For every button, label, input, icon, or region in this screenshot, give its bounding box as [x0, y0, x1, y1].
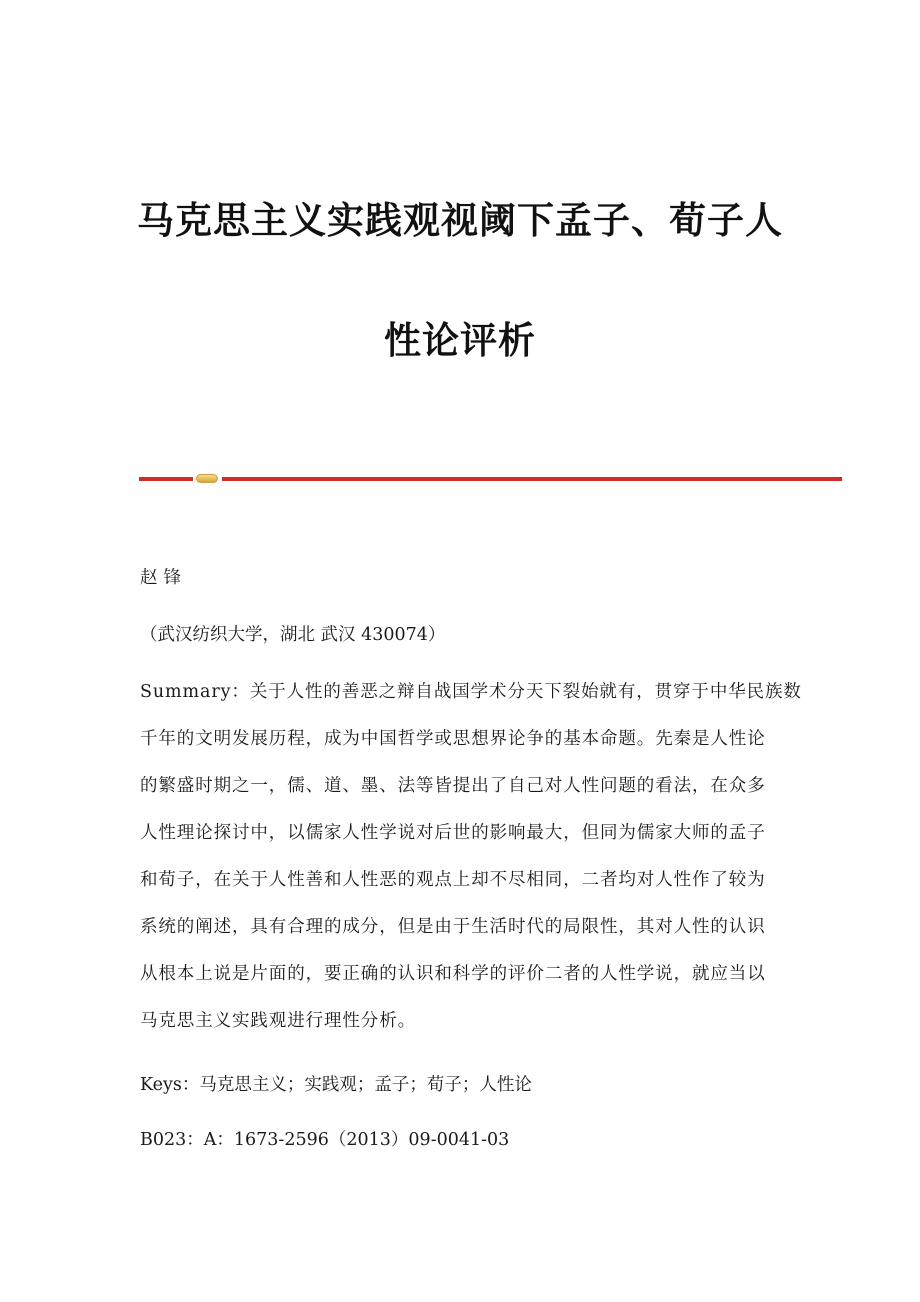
page-title-line-1: 马克思主义实践观视阈下孟子、荀子人: [137, 199, 783, 242]
summary-line: 的繁盛时期之一，儒、道、墨、法等皆提出了自己对人性问题的看法，在众多: [140, 776, 766, 796]
summary-line: Summary：关于人性的善恶之辩自战国学术分天下裂始就有，贯穿于中华民族数: [140, 682, 802, 702]
summary-line: 从根本上说是片面的，要正确的认识和科学的评价二者的人性学说，就应当以: [140, 964, 766, 984]
page-title-line-2: 性论评析: [384, 319, 536, 362]
summary-line: 和荀子，在关于人性善和人性恶的观点上却不尽相同，二者均对人性作了较为: [140, 870, 766, 890]
classification-codes: B023：A：1673-2596（2013）09-0041-03: [140, 1130, 510, 1150]
summary-line: 千年的文明发展历程，成为中国哲学或思想界论争的基本命题。先秦是人性论: [140, 729, 766, 749]
author-name: 赵锋: [140, 568, 187, 588]
title-divider-right: [222, 477, 842, 481]
title-divider-left: [139, 477, 193, 481]
divider-ornament-icon: [196, 474, 218, 483]
summary-line: 人性理论探讨中，以儒家人性学说对后世的影响最大，但同为儒家大师的孟子: [140, 823, 766, 843]
summary-line: 马克思主义实践观进行理性分析。: [140, 1011, 416, 1031]
keywords-line: Keys：马克思主义；实践观；孟子；荀子；人性论: [140, 1075, 532, 1095]
author-affiliation: （武汉纺织大学，湖北 武汉 430074）: [140, 625, 446, 645]
summary-paragraph: [140, 680, 802, 1056]
summary-line: 系统的阐述，具有合理的成分，但是由于生活时代的局限性，其对人性的认识: [140, 917, 766, 937]
